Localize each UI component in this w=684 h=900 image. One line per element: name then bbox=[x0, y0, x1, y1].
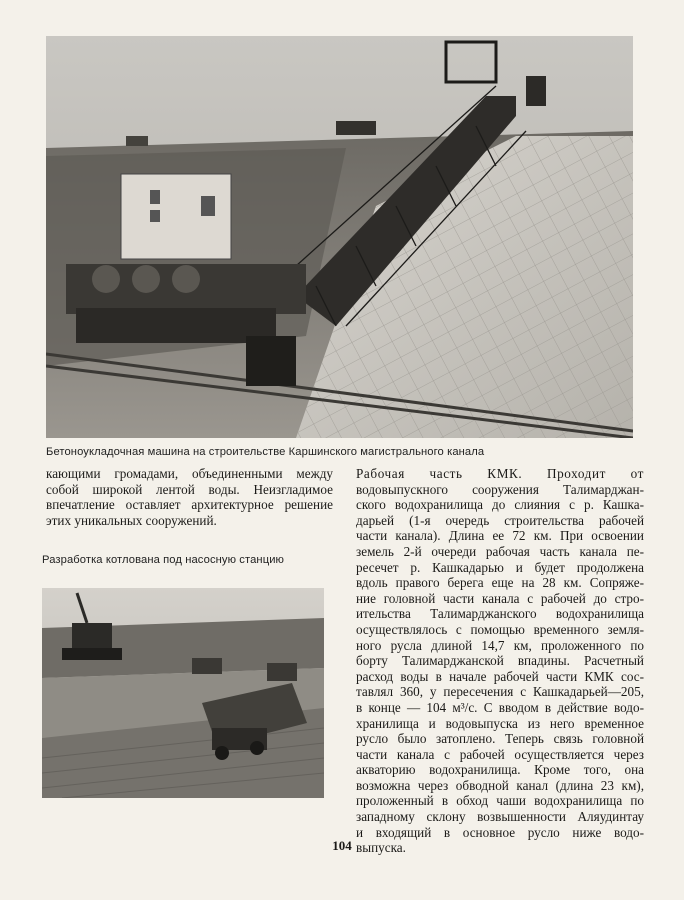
text-line: ного русла длиной 14,7 км, проложенного по bbox=[356, 637, 644, 653]
photo-concrete-paving-machine bbox=[46, 36, 633, 438]
text-line: вдоль правого берега еще на 28 км. Сопряже- bbox=[356, 575, 644, 591]
text-line: впечатление оставляет архитектурное решение bbox=[46, 497, 333, 513]
text-line: возможна через обводной канал (длина 23 км), bbox=[356, 777, 644, 793]
photo-bottom-caption: Разработка котлована под насосную станцию bbox=[42, 554, 285, 566]
text-line: хранилища и водовыпуска из него временное bbox=[356, 715, 644, 731]
text-line: проложенный в обход чаши водохранилища по bbox=[356, 793, 644, 809]
text-line: ние головной части канала с рабочей до стро- bbox=[356, 590, 644, 606]
text-line: ительства Талимарджанского водохранилища bbox=[356, 606, 644, 622]
excavation-illustration bbox=[42, 588, 324, 798]
text-line: осуществлялось с помощью временного земля- bbox=[356, 621, 644, 637]
text-line: западному склону возвышенности Аляудинтау bbox=[356, 809, 644, 825]
photo-pit-excavation bbox=[42, 588, 324, 798]
text-line: части канала с рабочей осуществляется через bbox=[356, 746, 644, 762]
text-line: части канала). Длина ее 72 км. При освоении bbox=[356, 528, 644, 544]
text-line: собой широкой лентой воды. Неизгладимое bbox=[46, 481, 333, 497]
text-line: и входящий в основное русло ниже водо- bbox=[356, 824, 644, 840]
section-heading-line: Рабочая часть КМК. Проходит от bbox=[356, 466, 644, 481]
text-line: кающими громадами, объединенными между bbox=[46, 466, 333, 481]
text-line: дарьей (1-я очередь строительства рабочей bbox=[356, 512, 644, 528]
text-line: ресечет р. Кашкадарью и будет продолжена bbox=[356, 559, 644, 575]
left-column-text bbox=[46, 466, 333, 528]
text-line: в конце — 104 м³/с. С вводом в действие водо- bbox=[356, 699, 644, 715]
text-line: выпуска. bbox=[356, 840, 406, 856]
text-line: борту Талимарджанской впадины. Расчетный bbox=[356, 653, 644, 669]
page-number: 104 bbox=[332, 838, 352, 853]
text-line: земель 2-й очереди рабочая часть канала пе- bbox=[356, 543, 644, 559]
text-line: акваторию водохранилища. Кроме того, она bbox=[356, 762, 644, 778]
machine-illustration bbox=[46, 36, 633, 438]
text-line: тавлял 360, у пересечения с Кашкадарьей—205, bbox=[356, 684, 644, 700]
text-line: русло было затоплено. Теперь связь головной bbox=[356, 731, 644, 747]
photo-top-caption: Бетоноукладочная машина на строительстве Каршинского магистрального канала bbox=[46, 446, 485, 458]
text-line: водовыпускного сооружения Талимарджан- bbox=[356, 481, 644, 497]
text-line: ского водохранилища до слияния с р. Кашка- bbox=[356, 497, 644, 513]
text-line: этих уникальных сооружений. bbox=[46, 512, 217, 528]
right-column-text bbox=[356, 466, 644, 856]
text-line: расход воды в начале рабочей части КМК сос- bbox=[356, 668, 644, 684]
